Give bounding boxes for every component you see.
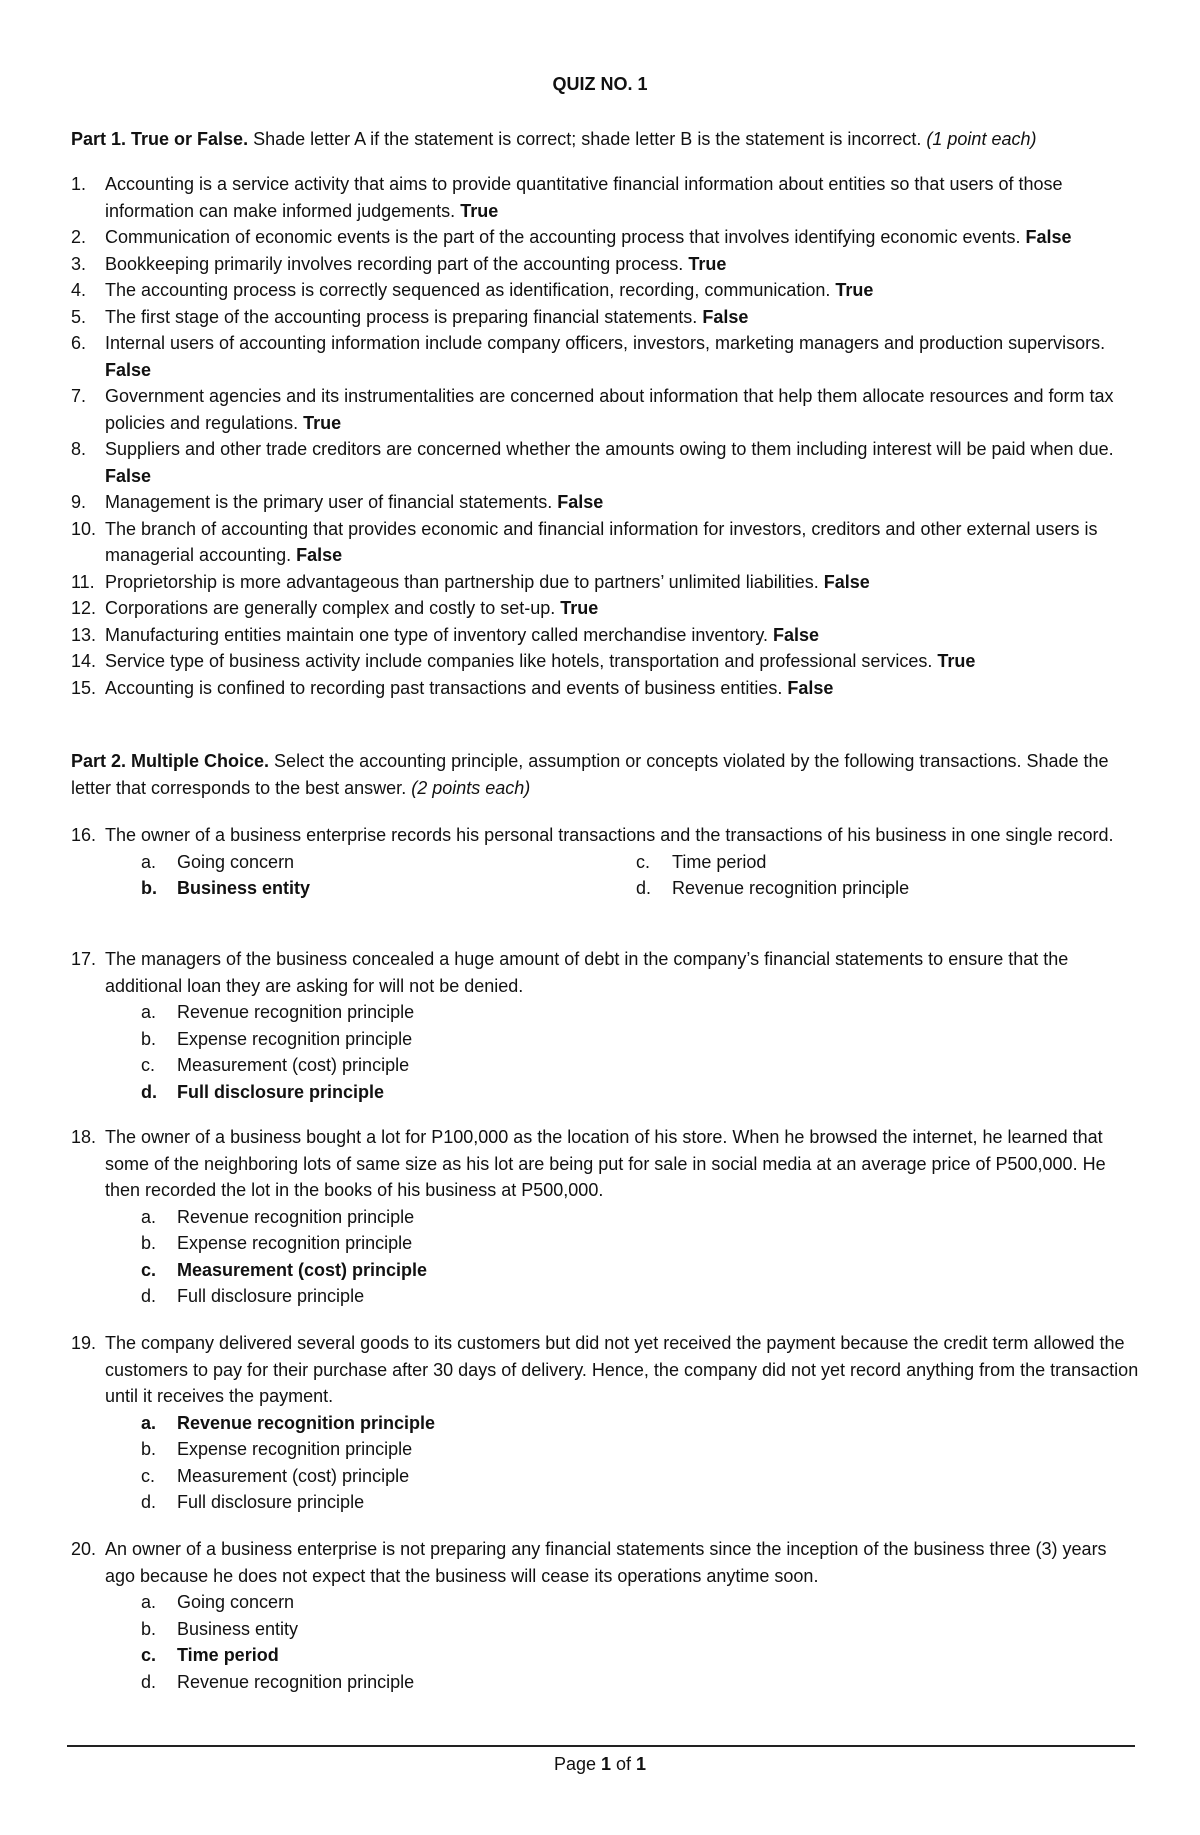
option-letter: c. [141, 1259, 157, 1280]
item-text: Communication of economic events is the part of the accounting process that involves identifying economic events. [105, 227, 1026, 247]
options-list [71, 999, 1141, 1105]
option-c[interactable] [71, 1463, 1141, 1490]
question-16 [71, 822, 1141, 902]
item-text: Internal users of accounting information include company officers, investors, marketing managers and production supervisors. [105, 333, 1106, 353]
item-text: Manufacturing entities maintain one type of inventory called merchandise inventory. [105, 624, 774, 645]
option-text: Revenue recognition principle [672, 878, 910, 898]
option-b[interactable] [71, 1436, 1141, 1463]
option-letter: b. [141, 1028, 157, 1049]
part2-points: (2 points each) [411, 777, 531, 798]
of-word: of [611, 1754, 637, 1774]
option-letter: d. [141, 1492, 157, 1512]
item-answer: True [560, 598, 599, 618]
list-item [71, 436, 1141, 489]
options-grid [71, 849, 1141, 902]
question-stem [71, 1536, 1141, 1589]
option-c[interactable] [636, 849, 1141, 876]
list-item [71, 516, 1141, 569]
option-b[interactable] [71, 1616, 1141, 1643]
list-item [71, 569, 1141, 596]
question-number: 18. [71, 1127, 97, 1147]
list-item [71, 383, 1141, 436]
option-text: Going concern [177, 851, 295, 872]
part1-header [71, 126, 1141, 153]
option-letter: a. [141, 851, 157, 872]
option-text: Business entity [177, 1618, 299, 1639]
item-answer: True [303, 412, 342, 433]
option-letter: c. [141, 1055, 156, 1075]
list-item [71, 595, 1141, 622]
option-text: Time period [672, 851, 767, 872]
option-text: Revenue recognition principle [177, 1412, 436, 1433]
option-a[interactable] [71, 1410, 1141, 1437]
item-text: Suppliers and other trade creditors are concerned whether the amounts owing to them including interest will be paid when due. [105, 439, 1114, 459]
question-stem [71, 946, 1141, 999]
list-item [71, 304, 1141, 331]
question-stem [71, 1124, 1141, 1204]
option-b[interactable] [71, 1026, 1141, 1053]
item-answer: False [823, 571, 870, 592]
list-item [71, 489, 1141, 516]
item-text: Corporations are generally complex and costly to set-up. [105, 598, 561, 618]
question-text: The owner of a business enterprise records his personal transactions and the transactions of his business in one single record. [105, 825, 1114, 845]
part2-header [71, 748, 1141, 801]
option-letter: b. [141, 878, 157, 898]
option-a[interactable] [71, 999, 1141, 1026]
page-footer [0, 1754, 1200, 1775]
option-d[interactable] [71, 1489, 1141, 1516]
list-item [71, 330, 1141, 383]
item-number: 1. [71, 174, 87, 194]
item-text: Service type of business activity include companies like hotels, transportation and professional services. [105, 651, 938, 671]
options-list [71, 1410, 1141, 1516]
option-text: Business entity [177, 878, 311, 898]
list-item [71, 648, 1141, 675]
item-number: 2. [71, 227, 87, 247]
item-number: 6. [71, 333, 87, 353]
option-letter: c. [636, 851, 651, 872]
option-letter: a. [141, 1592, 157, 1612]
list-item [71, 171, 1141, 224]
options-list [71, 1589, 1141, 1695]
option-c[interactable] [71, 1052, 1141, 1079]
page-word: Page [553, 1754, 601, 1774]
item-answer: True [835, 280, 874, 300]
item-answer: True [688, 253, 727, 274]
item-answer: False [557, 492, 604, 512]
part2-label: Part 2. Multiple Choice. [71, 751, 270, 771]
list-item [71, 224, 1141, 251]
option-letter: d. [141, 1671, 157, 1692]
question-stem [71, 822, 1141, 849]
item-text: Bookkeeping primarily involves recording part of the accounting process. [105, 253, 689, 274]
option-text: Expense recognition principle [177, 1233, 413, 1253]
question-text: An owner of a business enterprise is not preparing any financial statements since the inception of the business three (3) years ago because he does not expect that the business will cease its operations anytime soon. [105, 1539, 1107, 1586]
item-number: 11. [71, 571, 95, 592]
item-text: Government agencies and its instrumentalities are concerned about information that help them allocate resources and form tax policies and regulations. [105, 386, 1114, 433]
option-a[interactable] [71, 849, 636, 876]
question-20 [71, 1536, 1141, 1695]
item-answer: False [787, 677, 834, 698]
item-number: 14. [71, 651, 97, 671]
option-letter: d. [141, 1081, 157, 1102]
item-number: 8. [71, 439, 87, 459]
item-number: 13. [71, 624, 97, 645]
item-answer: False [1025, 227, 1072, 247]
option-text: Revenue recognition principle [177, 1206, 415, 1227]
list-item [71, 675, 1141, 702]
item-number: 9. [71, 492, 87, 512]
part1-label: Part 1. True or False. [71, 129, 249, 149]
list-item [71, 277, 1141, 304]
options-list [71, 1204, 1141, 1310]
option-letter: b. [141, 1439, 157, 1459]
option-text: Revenue recognition principle [177, 1671, 415, 1692]
option-text: Full disclosure principle [177, 1081, 385, 1102]
option-text: Time period [177, 1645, 279, 1665]
item-text: The branch of accounting that provides economic and financial information for investors, creditors and other external users is managerial accounting. [105, 518, 1098, 565]
item-number: 15. [71, 677, 97, 698]
option-letter: d. [141, 1286, 157, 1306]
item-answer: False [702, 306, 749, 327]
item-text: The first stage of the accounting process is preparing financial statements. [105, 306, 703, 327]
item-number: 7. [71, 386, 87, 406]
question-number: 19. [71, 1333, 97, 1353]
option-letter: b. [141, 1233, 157, 1253]
option-text: Measurement (cost) principle [177, 1055, 410, 1075]
option-text: Full disclosure principle [177, 1492, 365, 1512]
option-d[interactable] [71, 1079, 1141, 1106]
list-item [71, 622, 1141, 649]
question-number: 17. [71, 949, 97, 969]
page-number: 1 [601, 1754, 612, 1774]
option-letter: a. [141, 1412, 157, 1433]
question-text: The managers of the business concealed a huge amount of debt in the company’s financial statements to ensure that the additional loan they are asking for will not be denied. [105, 949, 1069, 996]
footer-divider [67, 1745, 1135, 1747]
option-text: Revenue recognition principle [177, 1002, 415, 1022]
item-answer: True [460, 200, 499, 221]
item-answer: False [105, 465, 152, 486]
option-b[interactable] [71, 875, 636, 902]
item-answer: False [296, 545, 343, 565]
option-b[interactable] [71, 1230, 1141, 1257]
question-19 [71, 1330, 1141, 1516]
item-answer: False [773, 624, 820, 645]
option-c[interactable] [71, 1257, 1141, 1284]
question-text: The owner of a business bought a lot for P100,000 as the location of his store. When he browsed the internet, he learned that some of the neighboring lots of same size as his lot are being put for sale in social media at an average price of P500,000. He then recorded the lot in the books of his business at P500,000. [105, 1127, 1106, 1200]
item-answer: False [105, 359, 152, 380]
option-a[interactable] [71, 1204, 1141, 1231]
item-number: 4. [71, 280, 87, 300]
option-letter: a. [141, 1002, 157, 1022]
option-c[interactable] [71, 1642, 1141, 1669]
part1-instruction: Shade letter A if the statement is correct; shade letter B is the statement is incorrect. [248, 129, 927, 149]
question-text: The company delivered several goods to its customers but did not yet received the payment because the credit term allowed the customers to pay for their purchase after 30 days of delivery. Hence, the company did not yet record anything from the transaction until it receives the payment. [105, 1333, 1139, 1406]
true-false-list [71, 171, 1141, 701]
item-number: 5. [71, 306, 87, 327]
question-18 [71, 1124, 1141, 1310]
question-17 [71, 946, 1141, 1105]
item-text: The accounting process is correctly sequenced as identification, recording, communication. [105, 280, 836, 300]
option-text: Going concern [177, 1592, 295, 1612]
part2-instruction: Select the accounting principle, assumption or concepts violated by the following transactions. Shade the letter that corresponds to the best answer. [71, 751, 1109, 798]
question-stem [71, 1330, 1141, 1410]
item-number: 3. [71, 253, 87, 274]
item-text: Accounting is confined to recording past transactions and events of business entities. [105, 677, 788, 698]
option-letter: c. [141, 1465, 156, 1486]
page-total: 1 [636, 1754, 647, 1774]
option-text: Expense recognition principle [177, 1439, 413, 1459]
item-text: Accounting is a service activity that aims to provide quantitative financial information about entities so that users of those information can make informed judgements. [105, 174, 1063, 221]
item-text: Proprietorship is more advantageous than partnership due to partners’ unlimited liabilities. [105, 571, 824, 592]
option-d[interactable] [636, 875, 1141, 902]
option-text: Measurement (cost) principle [177, 1465, 410, 1486]
question-number: 20. [71, 1539, 97, 1559]
question-number: 16. [71, 825, 97, 845]
option-text: Full disclosure principle [177, 1286, 365, 1306]
item-number: 12. [71, 598, 97, 618]
option-a[interactable] [71, 1589, 1141, 1616]
list-item [71, 251, 1141, 278]
option-letter: b. [141, 1618, 157, 1639]
option-letter: d. [636, 878, 652, 898]
option-text: Measurement (cost) principle [177, 1259, 428, 1280]
item-number: 10. [71, 518, 97, 539]
option-d[interactable] [71, 1283, 1141, 1310]
item-text: Management is the primary user of financial statements. [105, 492, 558, 512]
part1-points: (1 point each) [926, 129, 1037, 149]
item-answer: True [937, 651, 976, 671]
option-letter: c. [141, 1645, 157, 1665]
quiz-title: QUIZ NO. 1 [552, 74, 648, 94]
option-letter: a. [141, 1206, 157, 1227]
option-d[interactable] [71, 1669, 1141, 1696]
option-text: Expense recognition principle [177, 1028, 413, 1049]
